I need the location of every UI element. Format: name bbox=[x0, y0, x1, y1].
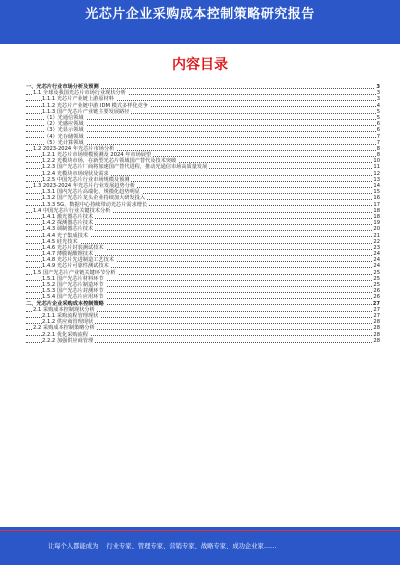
toc-entry[interactable] bbox=[26, 338, 380, 344]
toc-entry-text: （4）光存储领域 bbox=[44, 133, 84, 140]
toc-entry-page: 7 bbox=[376, 133, 380, 140]
toc-title: 内容目录 bbox=[172, 57, 228, 73]
toc-entry-page: 25 bbox=[373, 282, 380, 288]
toc-entry-page: 8 bbox=[376, 145, 380, 152]
toc-entry-page: 5 bbox=[376, 114, 380, 121]
toc-entry-page: 12 bbox=[373, 170, 380, 177]
toc-entry-text: （3）光显示领域 bbox=[44, 127, 84, 134]
toc-entry-text: 2.2.1 优化采购流程 bbox=[42, 331, 88, 338]
toc-entry-text: 1.3.1 国内光芯片高端化、规模化趋势明显 bbox=[42, 189, 140, 196]
toc-entry-text: 1.1.3 国产光芯片产业链主要发展路径 bbox=[42, 108, 130, 115]
page-header bbox=[0, 0, 400, 44]
toc-entry-page: 23 bbox=[373, 244, 380, 251]
footer-slogan-right: 行业专家、管理专家、营销专家、战略专家、成功企业家…… bbox=[106, 543, 277, 550]
toc-entry-page: 3 bbox=[376, 84, 380, 90]
toc-entry-page: 14 bbox=[373, 183, 380, 189]
toc-entry-page: 27 bbox=[373, 312, 380, 319]
toc-entry-page: 20 bbox=[373, 226, 380, 233]
toc-entry-text: 二、光芯片企业采购成本控制策略 bbox=[26, 300, 104, 307]
toc-entry-page: 19 bbox=[373, 220, 380, 227]
toc-entry-text: 1.2.5 中国光芯片行业市场规模及预测 bbox=[42, 176, 130, 183]
toc-entry-text: 1.5.4 国产光芯片应用环节 bbox=[42, 294, 104, 301]
toc-entry-text: 1.5.1 国产光芯片材料环节 bbox=[42, 275, 104, 282]
toc-entry-page: 25 bbox=[373, 275, 380, 282]
toc-entry-text: 1.1.2 光芯片产业链中游 IDM 模式多样化竞争 bbox=[42, 102, 148, 109]
toc-entry-page: 26 bbox=[373, 288, 380, 295]
footer-slogan bbox=[48, 541, 388, 550]
toc-entry-page: 3 bbox=[376, 96, 380, 103]
toc-entry-text: 2.1.1 采购流程管理现状 bbox=[42, 312, 99, 319]
toc-entry-text: 1.2.4 光模块市场现状及需求 bbox=[42, 170, 109, 177]
toc-entry-page: 21 bbox=[373, 232, 380, 239]
toc-entry-page: 8 bbox=[376, 152, 380, 159]
toc-entry-text: 1.1 全球及我国光芯片市场行业现状分析 bbox=[33, 90, 126, 97]
toc-entry-page: 24 bbox=[373, 251, 380, 258]
toc-entry-text: 1.4.5 硅光技术 bbox=[42, 238, 78, 245]
toc-entry-page: 28 bbox=[373, 337, 380, 344]
toc-entry-page: 4 bbox=[376, 102, 380, 109]
toc-entry-page: 27 bbox=[372, 300, 380, 307]
toc-entry-text: 1.4.7 薄膜铌酸锂技术 bbox=[42, 251, 94, 258]
toc-entry-text: 2.2 采购成本控制策略分析 bbox=[33, 325, 95, 332]
toc-entry-page: 22 bbox=[373, 238, 380, 245]
toc-entry-text: 1.2.3 国产光芯片厂商将加速国产替代进程，推动光通信市场高质量发展 bbox=[42, 164, 208, 171]
toc-entry-text: 1.2.1 光芯片市场规模预测及 2024 年市场展望 bbox=[42, 152, 152, 159]
toc-entry-text: 1.2.2 光模块市场，在新型光芯片领域国产替代及技术突破 bbox=[42, 158, 177, 165]
toc-entry-page: 26 bbox=[373, 294, 380, 301]
toc-entry-page: 18 bbox=[373, 213, 380, 220]
toc-entry-page: 25 bbox=[373, 269, 380, 276]
toc-entry-text: 1.1.1 光芯片产业链上游原材料 bbox=[42, 96, 114, 103]
toc-entry-text: 1.3 2023-2024 年光芯片行业发展趋势分析 bbox=[33, 183, 136, 189]
toc-entry-page: 28 bbox=[373, 325, 380, 332]
toc-entry-text: 1.4.4 光子集成技术 bbox=[42, 232, 88, 239]
toc-entry-text: 1.4 中国光芯片行业关键技术分析 bbox=[33, 207, 111, 214]
toc-entry-text: （1）光通信领域 bbox=[44, 114, 84, 121]
toc-entry-text: 1.4.2 探测器芯片技术 bbox=[42, 220, 94, 227]
toc-entry-text: （5）光计算领域 bbox=[44, 139, 84, 146]
toc-entry-page: 18 bbox=[373, 207, 380, 214]
toc-entry-page: 6 bbox=[376, 127, 380, 134]
toc-entry-text: 2.2.2 加强供应商管理 bbox=[42, 337, 94, 344]
toc-entry-page: 24 bbox=[373, 263, 380, 270]
toc-entry-text: 1.4.9 光芯片可靠性测试技术 bbox=[42, 263, 109, 270]
toc-entry-page: 28 bbox=[373, 331, 380, 338]
toc-entry-text: 1.4.3 调制器芯片技术 bbox=[42, 226, 94, 233]
toc-entry-text: 1.3.2 国产光芯片龙头企业持续加大研发投入 bbox=[42, 195, 146, 202]
toc-entry-text: 1.2 2023-2024 年光芯片市场分析 bbox=[33, 145, 115, 152]
toc-entry-page: 5 bbox=[376, 108, 380, 115]
toc-entry-page: 15 bbox=[373, 189, 380, 196]
toc-entry-page: 7 bbox=[376, 139, 380, 146]
toc-entry-page: 3 bbox=[376, 90, 380, 97]
toc-entry-text: 1.5.3 国产光芯片封测环节 bbox=[42, 288, 104, 295]
table-of-contents bbox=[26, 84, 380, 344]
toc-entry-text: 1.5.2 国产光芯片制造环节 bbox=[42, 282, 104, 288]
toc-entry-page: 6 bbox=[376, 121, 380, 128]
toc-entry-page: 13 bbox=[373, 176, 380, 183]
document-title: 光芯片企业采购成本控制策略研究报告 bbox=[85, 7, 315, 22]
toc-entry-page: 10 bbox=[373, 158, 380, 165]
toc-entry-page: 27 bbox=[373, 306, 380, 313]
toc-entry-text: 2.1 采购成本控制现状分析 bbox=[33, 306, 95, 313]
toc-entry-text: 1.4.6 光芯片封装测试技术 bbox=[42, 244, 104, 251]
toc-entry-text: 1.3.3 5G、数据中心持续带动光芯片需求增长 bbox=[42, 201, 148, 208]
toc-entry-text: 1.4.1 激光器芯片技术 bbox=[42, 213, 94, 220]
toc-entry-text: 一、光芯片行业市场分析及预测 bbox=[26, 84, 99, 90]
toc-entry-page: 24 bbox=[373, 257, 380, 264]
toc-entry-page: 11 bbox=[373, 164, 380, 171]
toc-entry-page: 17 bbox=[373, 201, 380, 208]
toc-entry-text: 2.1.2 供应商管理现状 bbox=[42, 319, 94, 326]
toc-entry-page: 16 bbox=[373, 195, 380, 202]
toc-entry-text: 1.4.8 光芯片先进制造工艺技术 bbox=[42, 257, 114, 264]
footer-slogan-left: 让每个人都能成为 bbox=[48, 543, 99, 550]
toc-entry-page: 28 bbox=[373, 319, 380, 326]
footer-divider bbox=[0, 530, 400, 531]
toc-entry-text: （2）光感应领域 bbox=[44, 121, 84, 128]
toc-entry-text: 1.5 国产光芯片产业链关键环节分析 bbox=[33, 269, 116, 276]
